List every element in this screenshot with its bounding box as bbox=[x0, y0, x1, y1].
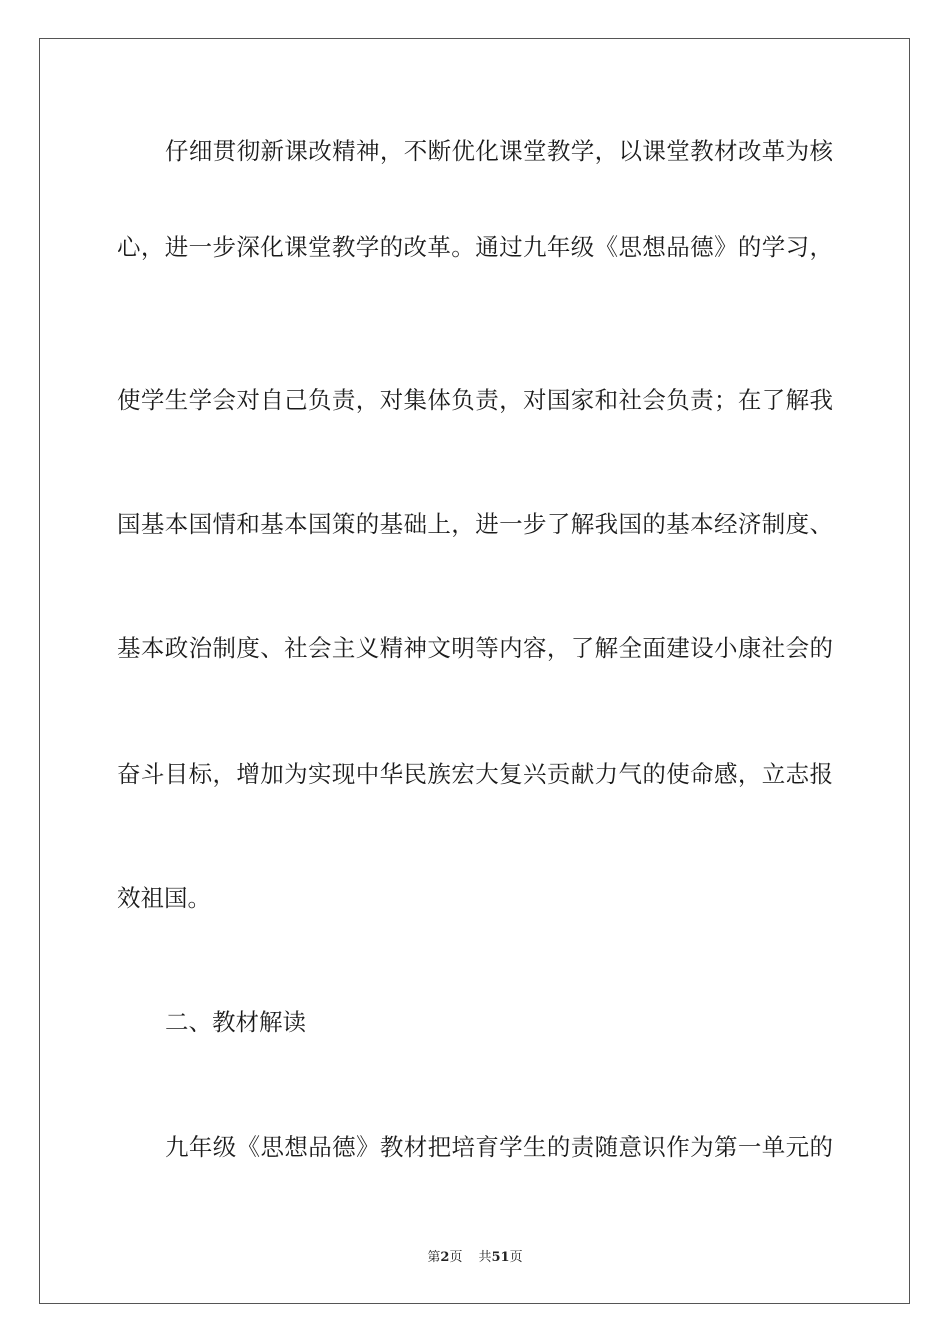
total-prefix: 共 bbox=[478, 1250, 492, 1265]
paragraph-line: 仔细贯彻新课改精神，不断优化课堂教学，以课堂教材改革为核 bbox=[165, 137, 833, 165]
paragraph-line: 九年级《思想品德》教材把培育学生的责随意识作为第一单元的 bbox=[165, 1133, 833, 1161]
paragraph-line: 国基本国情和基本国策的基础上，进一步了解我国的基本经济制度、 bbox=[117, 510, 833, 538]
paragraph-line: 基本政治制度、社会主义精神文明等内容，了解全面建设小康社会的 bbox=[117, 634, 833, 662]
paragraph-line: 奋斗目标，增加为实现中华民族宏大复兴贡献力气的使命感，立志报 bbox=[117, 760, 833, 788]
paragraph-line: 效祖国。 bbox=[117, 884, 211, 912]
page-border bbox=[39, 38, 910, 1304]
total-pages: 51 bbox=[491, 1250, 510, 1265]
paragraph-line: 使学生学会对自己负责，对集体负责，对国家和社会负责；在了解我 bbox=[117, 386, 833, 414]
page-number: 2 bbox=[440, 1250, 450, 1265]
total-suffix: 页 bbox=[509, 1250, 523, 1265]
section-heading: 二、教材解读 bbox=[165, 1008, 306, 1036]
paragraph-line: 心，进一步深化课堂教学的改革。通过九年级《思想品德》的学习， bbox=[117, 233, 833, 261]
page-suffix: 页 bbox=[449, 1250, 463, 1265]
page-footer bbox=[0, 1246, 950, 1265]
page-prefix: 第 bbox=[427, 1250, 441, 1265]
